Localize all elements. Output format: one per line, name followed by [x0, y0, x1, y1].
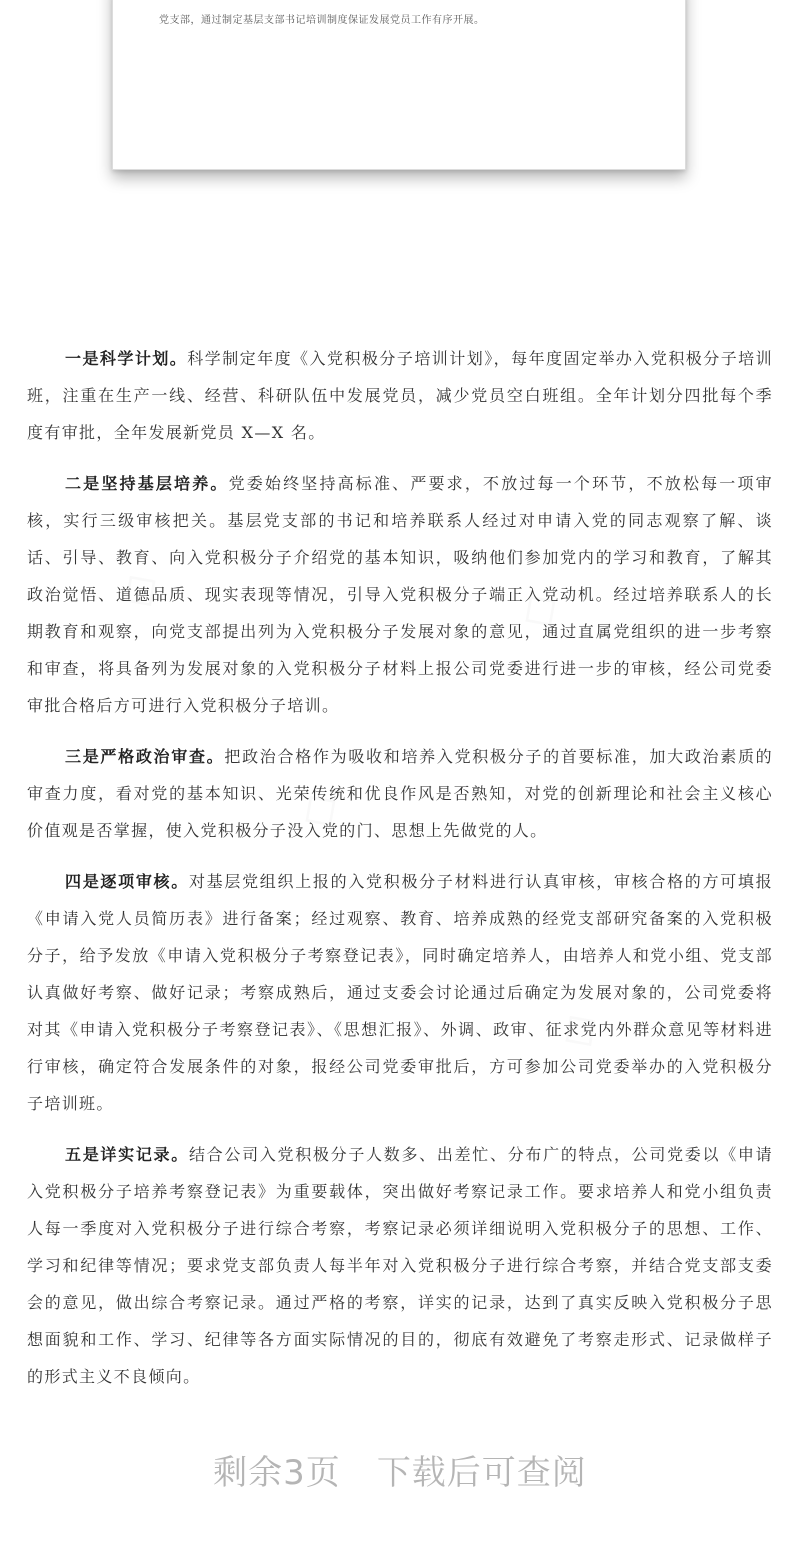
watermark-mark: ◇: [107, 554, 170, 622]
article-body: [27, 340, 773, 1409]
paragraph-text: 党委始终坚持高标准、严要求，不放过每一个环节，不放松每一项审核，实行三级审核把关。基层党支部的书记和培养联系人经过对申请入党的同志观察了解、谈话、引导、教育、向入党积极分子介绍党的基本知识，吸纳他们参加党内的学习和教育，了解其政治觉悟、道德品质、现实表现等情况，引导入党积极分子端正入党动机。经过培养联系人的长期教育和观察，向党支部提出列为入党积极分子发展对象的意见，通过直属党组织的进一步考察和审查，将具备列为发展对象的入党积极分子材料上报公司党委进行进一步的审核，经公司党委审批合格后方可进行入党积极分子培训。: [27, 474, 773, 715]
remaining-pages-text: 剩余3页: [213, 1453, 341, 1493]
download-prompt[interactable]: [0, 1445, 800, 1494]
download-to-view-text: 下载后可查阅: [376, 1453, 587, 1493]
paragraph-lead: 五是详实记录。: [65, 1145, 189, 1164]
paragraph-text: 科学制定年度《入党积极分子培训计划》，每年度固定举办入党积极分子培训班，注重在生产一线、经营、科研队伍中发展党员，减少党员空白班组。全年计划分四批每个季度有审批，全年发展新党员 X—X 名。: [27, 349, 773, 442]
paragraph-lead: 四是逐项审核。: [65, 872, 189, 891]
paragraph-plan: [27, 340, 773, 451]
paragraph-text: 对基层党组织上报的入党积极分子材料进行认真审核，审核合格的方可填报《申请入党人员简历表》进行备案；经过观察、教育、培养成熟的经党支部研究备案的入党积极分子，给予发放《申请入党积极分子考察登记表》，同时确定培养人，由培养人和党小组、党支部认真做好考察、做好记录；考察成熟后，通过支委会讨论通过后确定为发展对象的，公司党委将对其《申请入党积极分子考察登记表》、《思想汇报》、外调、政审、征求党内外群众意见等材料进行审核，确定符合发展条件的对象，报经公司党委审批后，方可参加公司党委举办的入党积极分子培训班。: [27, 872, 773, 1113]
watermark-mark: ◇: [287, 774, 350, 842]
paragraph-lead: 二是坚持基层培养。: [65, 474, 229, 493]
watermark-mark: ◇: [547, 994, 610, 1062]
paragraph-lead: 一是科学计划。: [65, 349, 188, 368]
preview-page-card: [112, 0, 686, 170]
paragraph-records: [27, 1136, 773, 1395]
paragraph-text: 结合公司入党积极分子人数多、出差忙、分布广的特点，公司党委以《申请入党积极分子培养考察登记表》为重要载体，突出做好考察记录工作。要求培养人和党小组负责人每一季度对入党积极分子进行综合考察，考察记录必须详细说明入党积极分子的思想、工作、学习和纪律等情况；要求党支部负责人每半年对入党积极分子进行综合考察，并结合党支部支委会的意见，做出综合考察记录。通过严格的考察，详实的记录，达到了真实反映入党积极分子思想面貌和工作、学习、纪律等各方面实际情况的目的，彻底有效避免了考察走形式、记录做样子的形式主义不良倾向。: [27, 1145, 773, 1386]
paragraph-political-review: [27, 738, 773, 849]
paragraph-text: 把政治合格作为吸收和培养入党积极分子的首要标准，加大政治素质的审查力度，看对党的基本知识、光荣传统和优良作风是否熟知，对党的创新理论和社会主义核心价值观是否掌握，使入党积极分子没入党的门、思想上先做党的人。: [27, 747, 773, 840]
paragraph-grassroots: [27, 465, 773, 724]
paragraph-item-review: [27, 863, 773, 1122]
preview-card-text: 党支部，通过制定基层支部书记培训制度保证发展党员工作有序开展。: [159, 15, 485, 26]
paragraph-lead: 三是严格政治审查。: [65, 747, 225, 766]
watermark-mark: ◇: [507, 574, 570, 642]
